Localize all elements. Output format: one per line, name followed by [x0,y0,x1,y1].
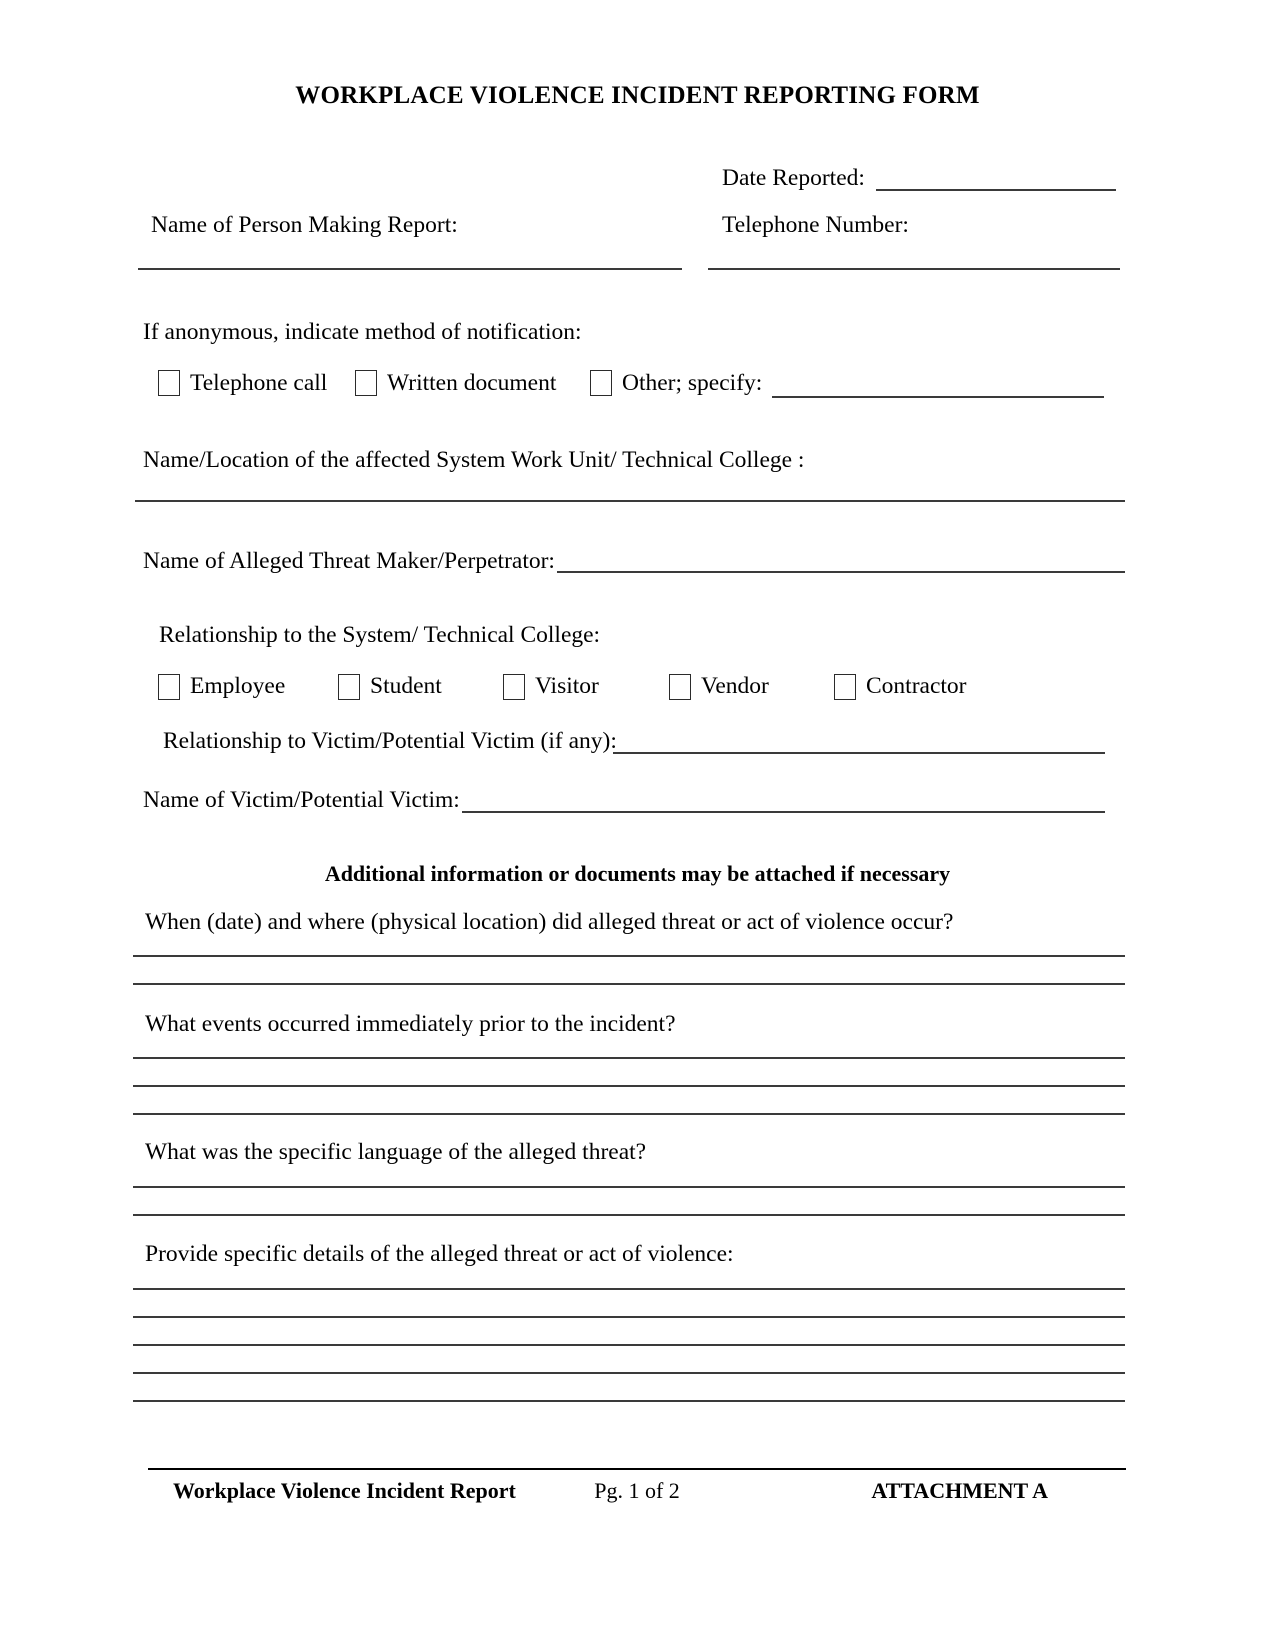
checkbox-student[interactable] [338,674,360,700]
question-2-line-2[interactable] [133,1085,1125,1087]
question-4-line-5[interactable] [133,1400,1125,1402]
checkbox-vendor-label: Vendor [701,673,769,699]
anonymous-prompt: If anonymous, indicate method of notification: [143,319,582,345]
checkbox-contractor-label: Contractor [866,673,967,699]
question-2-line-3[interactable] [133,1113,1125,1115]
question-4-label: Provide specific details of the alleged threat or act of violence: [145,1241,734,1267]
footer [148,1478,1126,1512]
other-specify-input-line[interactable] [772,396,1104,398]
checkbox-telephone-call-label: Telephone call [190,370,328,396]
checkbox-other[interactable] [590,370,612,396]
question-4-line-1[interactable] [133,1288,1125,1290]
checkbox-visitor-label: Visitor [535,673,599,699]
telephone-input-line[interactable] [708,268,1120,270]
reporter-name-input-line[interactable] [138,268,682,270]
question-1-line-1[interactable] [133,955,1125,957]
date-reported-label: Date Reported: [722,165,865,191]
question-4-line-2[interactable] [133,1316,1125,1318]
question-3-line-1[interactable] [133,1186,1125,1188]
checkbox-vendor[interactable] [669,674,691,700]
victim-name-label: Name of Victim/Potential Victim: [143,787,460,813]
work-unit-label: Name/Location of the affected System Work Unit/ Technical College : [143,447,805,473]
reporter-name-label: Name of Person Making Report: [151,212,458,238]
checkbox-employee[interactable] [158,674,180,700]
footer-left-text: Workplace Violence Incident Report [173,1478,516,1503]
footer-page-number: Pg. 1 of 2 [594,1478,680,1503]
checkbox-telephone-call[interactable] [158,370,180,396]
question-1-line-2[interactable] [133,983,1125,985]
checkbox-written-document[interactable] [355,370,377,396]
relationship-victim-input-line[interactable] [613,752,1105,754]
checkbox-employee-label: Employee [190,673,286,699]
perpetrator-label: Name of Alleged Threat Maker/Perpetrator: [143,548,555,574]
checkbox-written-document-label: Written document [387,370,557,396]
page-title: WORKPLACE VIOLENCE INCIDENT REPORTING FORM [295,82,980,109]
question-4-line-4[interactable] [133,1372,1125,1374]
attachment-note: Additional information or documents may be attached if necessary [324,861,951,886]
work-unit-input-line[interactable] [135,500,1125,502]
question-1-label: When (date) and where (physical location) did alleged threat or act of violence occur? [145,909,954,935]
checkbox-student-label: Student [370,673,442,699]
footer-attachment-label: ATTACHMENT A [871,1478,1048,1503]
question-3-line-2[interactable] [133,1214,1125,1216]
relationship-system-prompt: Relationship to the System/ Technical College: [159,622,601,648]
question-2-line-1[interactable] [133,1057,1125,1059]
checkbox-contractor[interactable] [834,674,856,700]
perpetrator-input-line[interactable] [557,571,1125,573]
checkbox-other-label: Other; specify: [622,370,763,396]
checkbox-visitor[interactable] [503,674,525,700]
telephone-label: Telephone Number: [722,212,909,238]
date-reported-input-line[interactable] [876,189,1116,191]
footer-divider [148,1468,1126,1470]
question-3-label: What was the specific language of the alleged threat? [145,1139,647,1165]
question-4-line-3[interactable] [133,1344,1125,1346]
relationship-victim-label: Relationship to Victim/Potential Victim (if any): [163,728,617,754]
victim-name-input-line[interactable] [462,811,1105,813]
question-2-label: What events occurred immediately prior to the incident? [145,1011,676,1037]
